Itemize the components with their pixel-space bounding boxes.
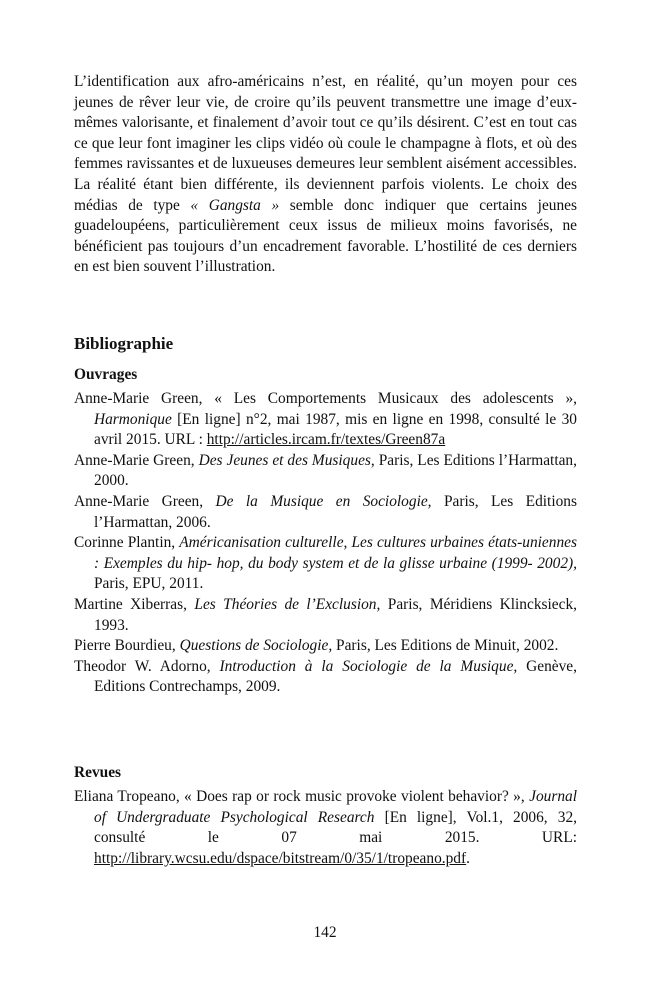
reference-title: Questions de Sociologie, (179, 637, 333, 655)
reference-text: Anne-Marie Green, (74, 451, 199, 469)
reference-details: Paris, EPU, 2011. (94, 575, 204, 593)
reference-details: Paris, Les Editions de Minuit, 2002. (332, 637, 559, 655)
intro-text-part2: semble donc indiquer que certains jeunes guadeloupéens, particulièrement ceux issus de milieux moins favorisés, ne bénéficient pas toujours d’un encadrement favorable. L’hostilité de ces derniers en est bien souvent l’illustration. (74, 196, 577, 276)
reference-details: Paris, Méridiens Klincksieck, 1993. (94, 595, 577, 634)
reference-text: Martine Xiberras, (74, 595, 195, 613)
book-reference-entry (74, 595, 577, 636)
reference-end: . (466, 849, 470, 867)
intro-text-part1: L’identification aux afro-américains n’est, en réalité, qu’un moyen pour ces jeunes de rêver leur vie, de croire qu’ils peuvent transmettre une image d’eux-mêmes valorisante, et finalement d’avoir tout ce qu’ils désirent. C’est en tout cas ce que leur font imaginer les clips vidéo où coule le champagne à flots, et où des femmes ravissantes et de luxueuses demeures leur semblent aisément accessibles. La réalité étant bien différente, ils deviennent parfois violents. Le choix des médias de type (74, 73, 577, 214)
journal-reference-entry (74, 787, 577, 869)
books-heading: Ouvrages (74, 366, 138, 383)
reference-text: Eliana Tropeano, « Does rap or rock music provoke violent behavior? », (74, 788, 530, 805)
intro-paragraph (74, 72, 577, 278)
reference-title: De la Musique en Sociologie, (215, 492, 432, 510)
reference-text: Corinne Plantin, (74, 534, 180, 552)
bibliography-heading: Bibliographie (74, 334, 174, 353)
reference-details: [En ligne] n°2, mai 1987, mis en ligne en 1998, consulté le 30 avril 2015. URL : (94, 410, 577, 449)
reference-url-link[interactable]: http://articles.ircam.fr/textes/Green87a (206, 431, 446, 449)
reference-title: Américanisation culturelle, Les cultures urbaines états-uniennes : Exemples du hip- hop, du body system et de la glisse urbaine (1999- 2002), (94, 534, 577, 572)
reference-title: Harmonique (94, 410, 172, 428)
intro-italic-term: « Gangsta » (190, 196, 280, 214)
books-list (74, 389, 577, 698)
book-reference-entry (74, 657, 577, 698)
book-reference-entry (74, 533, 577, 595)
reference-details: Genève, Editions Contrechamps, 2009. (94, 657, 577, 696)
reference-details: Paris, Les Editions l’Harmattan, 2006. (94, 492, 577, 531)
book-reference-entry (74, 451, 577, 492)
book-reference-entry (74, 389, 577, 451)
reference-title: Des Jeunes et des Musiques (198, 451, 371, 469)
journals-list (74, 787, 577, 869)
journals-heading: Revues (74, 764, 122, 781)
page-number: 142 (313, 924, 337, 941)
reference-details: , Paris, Les Editions l’Harmattan, 2000. (94, 451, 577, 490)
book-reference-entry (74, 492, 577, 533)
reference-text: Pierre Bourdieu, (74, 637, 180, 655)
reference-title: Introduction à la Sociologie de la Musique, (219, 657, 518, 675)
reference-url-link[interactable]: http://library.wcsu.edu/dspace/bitstream/0/35/1/tropeano.pdf (94, 849, 467, 867)
reference-details: [En ligne], Vol.1, 2006, 32, consulté le 07 mai 2015. URL: (94, 808, 577, 847)
reference-title: Les Théories de l’Exclusion, (194, 595, 381, 613)
reference-title: Journal of Undergraduate Psychological Research (94, 788, 577, 826)
book-reference-entry (74, 636, 577, 657)
intro-text (74, 72, 577, 278)
reference-text: Anne-Marie Green, « Les Comportements Musicaux des adolescents », (74, 390, 577, 407)
reference-text: Anne-Marie Green, (74, 492, 216, 510)
reference-text: Theodor W. Adorno, (74, 657, 220, 675)
